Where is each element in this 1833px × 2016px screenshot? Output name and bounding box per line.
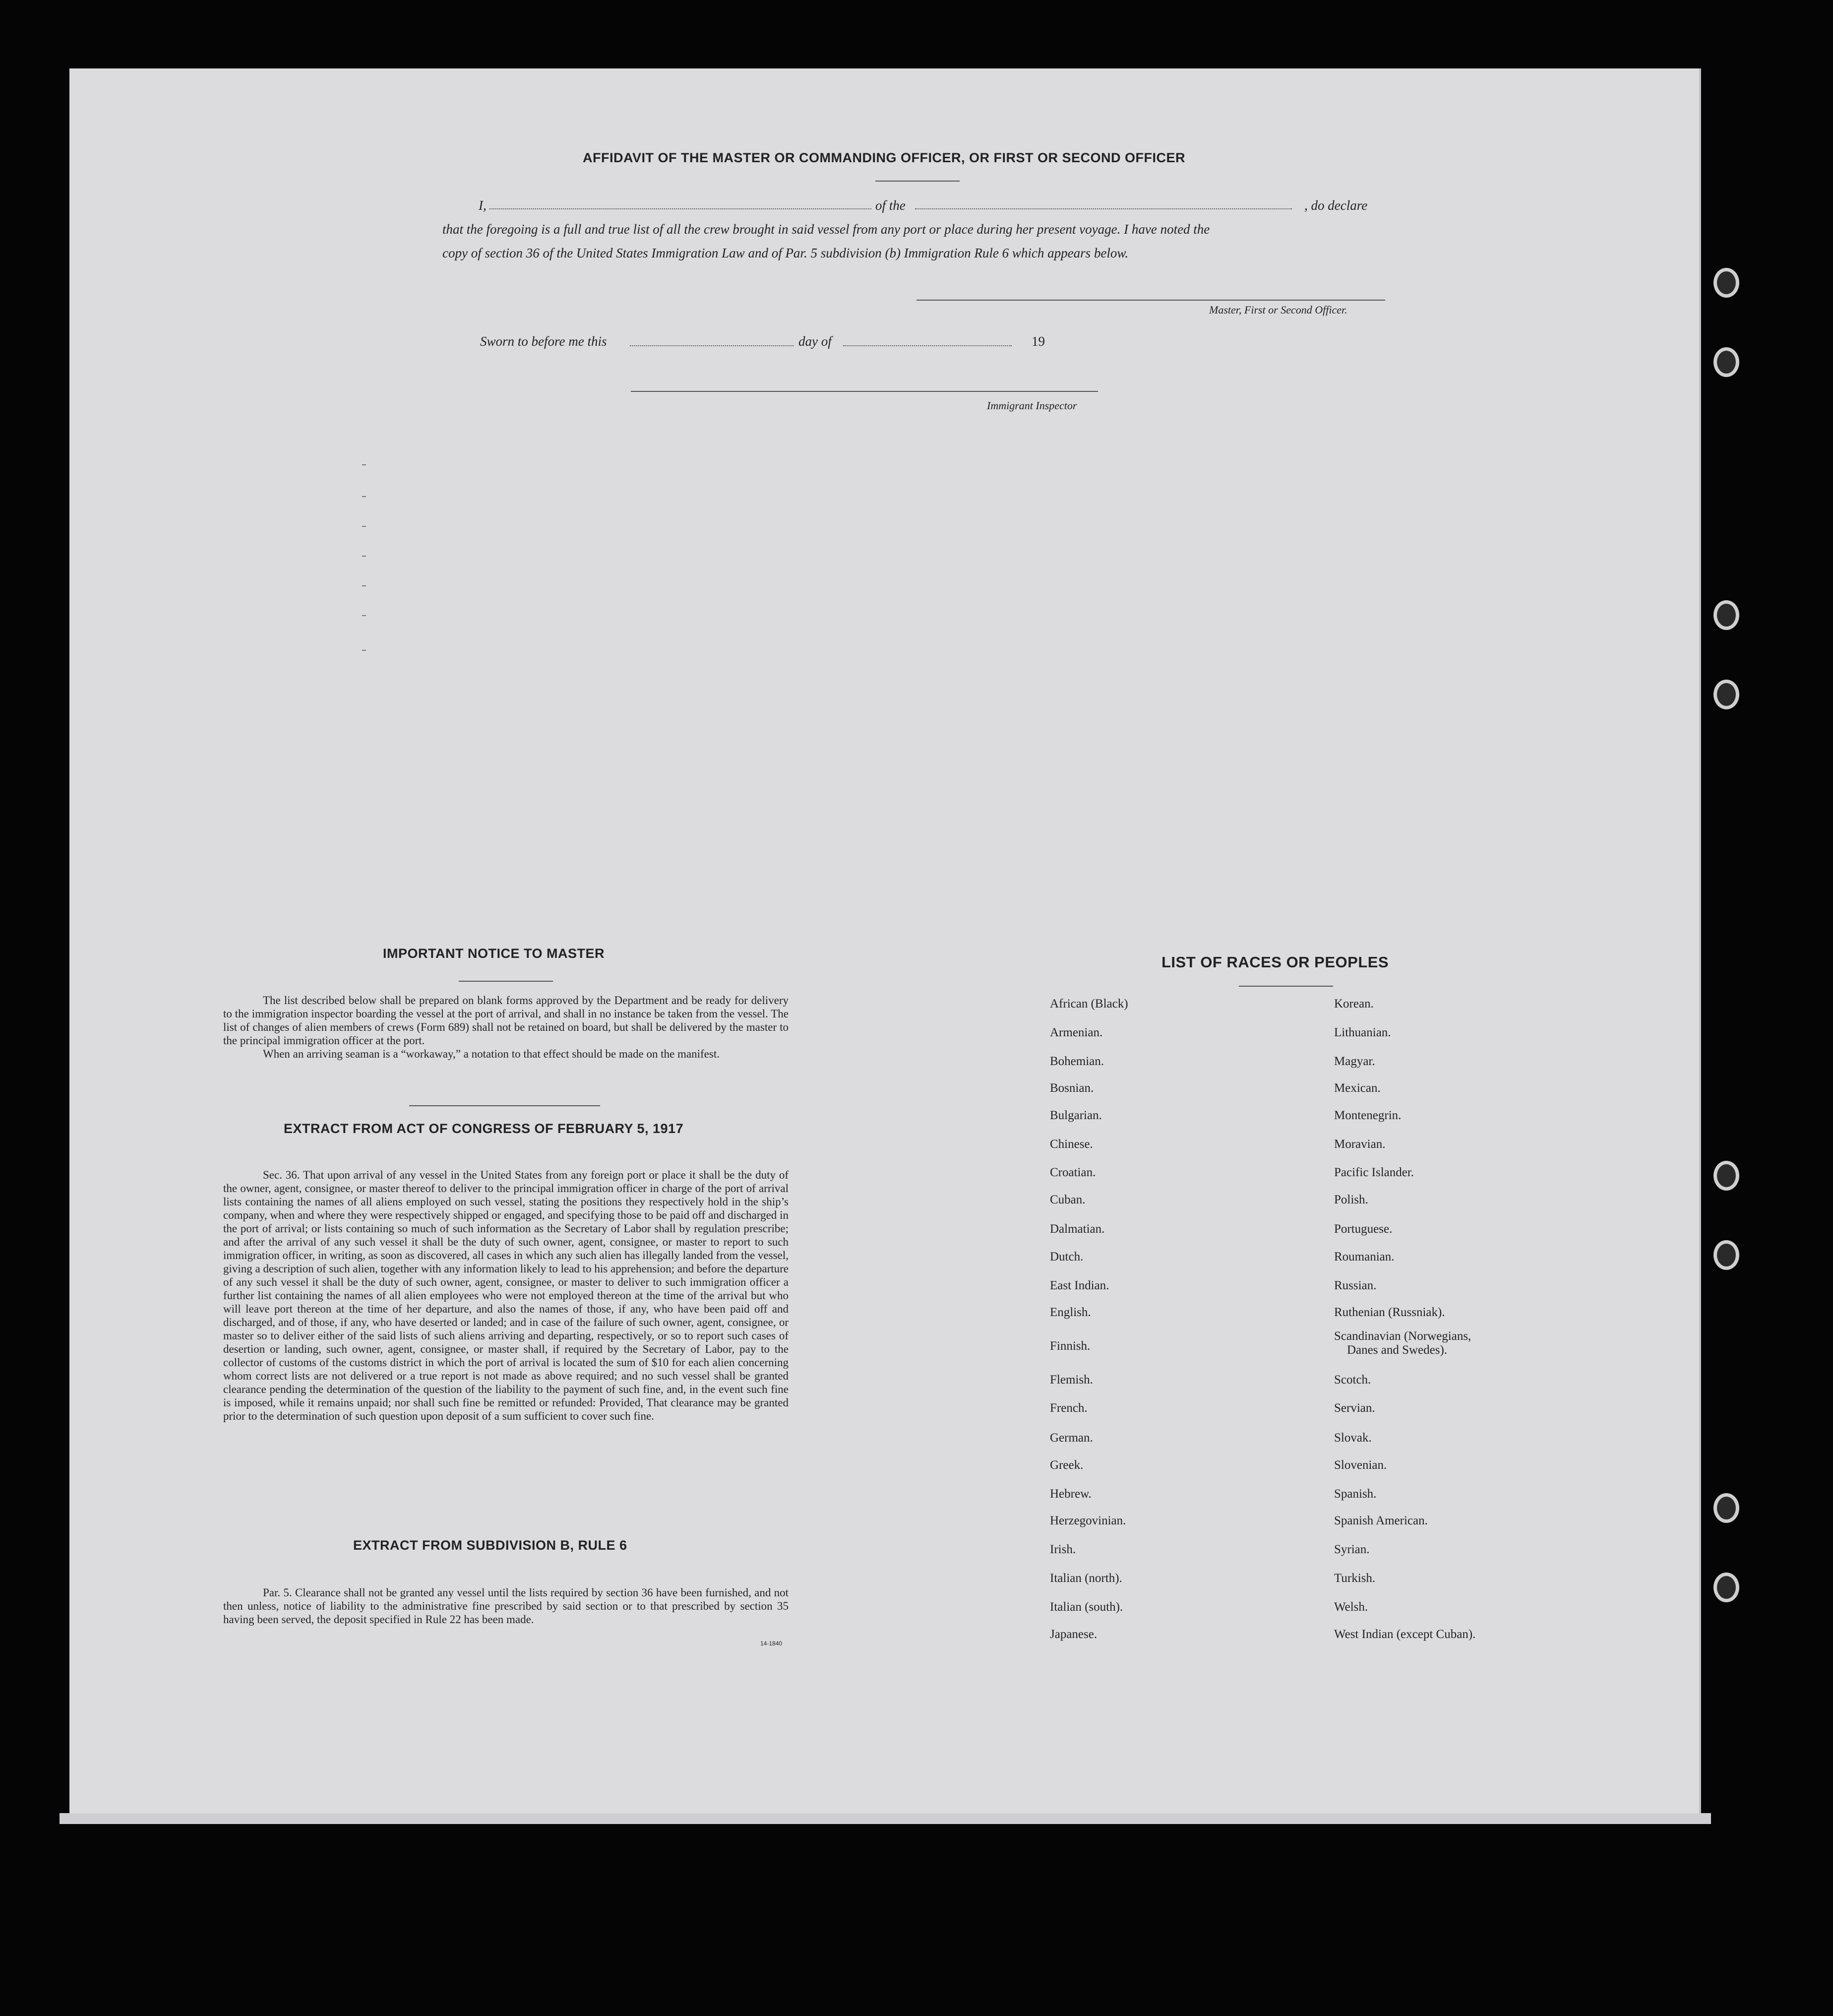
race-item: German. — [1050, 1431, 1093, 1445]
notice-title: IMPORTANT NOTICE TO MASTER — [383, 946, 605, 961]
name-field[interactable] — [489, 208, 871, 209]
punch-hole — [1713, 347, 1739, 377]
race-item: Bohemian. — [1050, 1055, 1104, 1068]
race-item: Finnish. — [1050, 1339, 1091, 1353]
race-item: Roumanian. — [1334, 1250, 1395, 1263]
punch-hole — [1713, 268, 1739, 298]
sworn-day-field[interactable] — [630, 345, 794, 346]
race-item: African (Black) — [1050, 997, 1128, 1010]
races-title: LIST OF RACES OR PEOPLES — [1161, 953, 1389, 971]
race-item: Herzegovinian. — [1050, 1514, 1126, 1527]
race-item: Spanish. — [1334, 1487, 1377, 1501]
affidavit-body-1: that the foregoing is a full and true list of all the crew brought in said vessel from any port or place during her present voyage. I have noted the — [442, 222, 1210, 237]
extract-act-text: Sec. 36. That upon arrival of any vessel in the United States from any foreign port or place it shall be the duty of the owner, agent, consignee, or master thereof to deliver to the principal immigration officer in charge of the port of arrival lists containing the names of all aliens employed on such vessel, stating the positions they respectively hold in the ship’s company, when and where they were respectively shipped or engaged, and specifying those to be paid off and discharged in the port of arrival; or lists containing so much of such information as the Secretary of Labor shall by regulation prescribe; and after the arrival of any such vessel it shall be the duty of such owner, agent, consignee, or master to report to such immigration officer, in writing, as soon as discovered, all cases in which any such alien has illegally landed from the vessel, giving a description of such alien, together with any information likely to lead to his apprehension; and before the departure of any such vessel it shall be the duty of such owner, agent, consignee, or master to deliver to such immigration officer a further list containing the names of all alien employees who were not employed thereon at the time of the arrival but who will leave port thereon at the time of her departure, and also the names of those, if any, who have been paid off and discharged, and of those, if any, who have deserted or landed; and in case of the failure of such owner, agent, consignee, or master so to deliver either of the said lists of such aliens arriving and departing, respectively, or so to report such cases of desertion or landing, such owner, agent, consignee, or master shall, if required by the Secretary of Labor, pay to the collector of customs of the customs district in which the port of arrival is located the sum of $10 for each alien concerning whom correct lists are not delivered or a true report is not made as above required; and no such vessel shall be granted clearance pending the determination of the question of the liability to the payment of such fine, and, in the event such fine is imposed, while it remains unpaid; nor shall such fine be remitted or refunded: Provided, That clearance may be granted prior to the determination of such question upon deposit of a sum sufficient to cover such fine. — [223, 1169, 789, 1422]
affidavit-line-1 — [479, 193, 1386, 217]
race-item: Lithuanian. — [1334, 1026, 1391, 1039]
race-item: Cuban. — [1050, 1193, 1086, 1206]
affidavit-title: AFFIDAVIT OF THE MASTER OR COMMANDING OFFICER, OR FIRST OR SECOND OFFICER — [583, 150, 1185, 165]
notice-paragraph-2: When an arriving seaman is a “workaway,” a notation to that effect should be made on the manifest. — [263, 1048, 720, 1060]
sworn-month-field[interactable] — [843, 345, 1012, 346]
race-item: Scotch. — [1334, 1373, 1371, 1386]
race-item: East Indian. — [1050, 1279, 1109, 1292]
race-item: Pacific Islander. — [1334, 1166, 1414, 1179]
race-item: Bosnian. — [1050, 1081, 1094, 1095]
margin-mark — [362, 615, 366, 616]
year-label: 19 — [1032, 334, 1045, 349]
punch-hole — [1713, 680, 1739, 709]
race-item: Montenegrin. — [1334, 1109, 1402, 1122]
vessel-field[interactable] — [915, 208, 1292, 209]
race-item: Dutch. — [1050, 1250, 1084, 1263]
extract-act-title: EXTRACT FROM ACT OF CONGRESS OF FEBRUARY 5, 1917 — [284, 1121, 684, 1136]
race-item: Polish. — [1334, 1193, 1368, 1206]
sworn-label: Sworn to before me this — [480, 334, 607, 349]
race-item: Slovak. — [1334, 1431, 1372, 1445]
race-item: Slovenian. — [1334, 1458, 1387, 1472]
inspector-caption: Immigrant Inspector — [987, 399, 1077, 412]
margin-mark — [362, 650, 366, 651]
punch-hole — [1713, 1240, 1739, 1270]
race-item: Syrian. — [1334, 1543, 1370, 1556]
race-item: Bulgarian. — [1050, 1109, 1102, 1122]
affidavit-body-2: copy of section 36 of the United States Immigration Law and of Par. 5 subdivision (b) Immigration Rule 6 which appears below. — [442, 246, 1129, 260]
sworn-line — [480, 329, 1075, 353]
punch-hole — [1713, 1573, 1739, 1602]
notice-separator — [409, 1105, 600, 1106]
margin-mark — [362, 526, 366, 527]
race-item: Japanese. — [1050, 1628, 1098, 1641]
punch-hole — [1713, 1161, 1739, 1191]
master-signature-caption: Master, First or Second Officer. — [1209, 304, 1347, 316]
margin-mark — [362, 556, 366, 557]
races-rule — [1239, 986, 1333, 987]
punch-hole — [1713, 600, 1739, 630]
race-item: Dalmatian. — [1050, 1222, 1105, 1236]
race-item: Portuguese. — [1334, 1222, 1393, 1236]
race-item: West Indian (except Cuban). — [1334, 1628, 1476, 1641]
margin-mark — [362, 496, 366, 497]
punch-hole — [1713, 1493, 1739, 1523]
margin-mark — [362, 464, 366, 465]
inspector-signature-line[interactable] — [631, 391, 1098, 392]
notice-text — [223, 994, 789, 1061]
race-item: Greek. — [1050, 1458, 1084, 1472]
race-item: Hebrew. — [1050, 1487, 1092, 1501]
of-the-label: of the — [875, 198, 906, 213]
race-item: Turkish. — [1334, 1572, 1376, 1585]
do-declare-label: , do declare — [1304, 198, 1368, 213]
form-number: 14-1840 — [760, 1640, 783, 1647]
margin-mark — [362, 585, 366, 586]
race-item: Moravian. — [1334, 1137, 1386, 1151]
race-item: Italian (south). — [1050, 1600, 1123, 1614]
i-label: I, — [479, 198, 487, 213]
race-item: Armenian. — [1050, 1026, 1103, 1039]
race-item: Italian (north). — [1050, 1572, 1122, 1585]
extract-rule-title: EXTRACT FROM SUBDIVISION B, RULE 6 — [353, 1538, 627, 1553]
race-item: Korean. — [1334, 997, 1374, 1010]
race-item: Croatian. — [1050, 1166, 1096, 1179]
extract-rule-text: Par. 5. Clearance shall not be granted any vessel until the lists required by section 36 have been furnished, and not then unless, notice of liability to the administrative fine prescribed by said section or to that prescribed by section 35 having been served, the deposit specified in Rule 22 has been made. — [223, 1586, 789, 1626]
page-edge — [60, 1813, 1711, 1824]
race-item: Servian. — [1334, 1401, 1375, 1415]
race-item: Chinese. — [1050, 1137, 1093, 1151]
race-item: Welsh. — [1334, 1600, 1368, 1614]
master-signature-line[interactable] — [916, 300, 1385, 301]
race-item: Spanish American. — [1334, 1514, 1428, 1527]
race-item: French. — [1050, 1401, 1088, 1415]
race-item: English. — [1050, 1306, 1091, 1319]
race-item: Scandinavian (Norwegians, — [1334, 1329, 1471, 1343]
race-item: Ruthenian (Russniak). — [1334, 1306, 1445, 1319]
race-item: Russian. — [1334, 1279, 1377, 1292]
race-item: Flemish. — [1050, 1373, 1093, 1386]
race-item: Mexican. — [1334, 1081, 1381, 1095]
day-of-label: day of — [798, 334, 832, 349]
notice-paragraph-1: The list described below shall be prepared on blank forms approved by the Department and be ready for delivery to the immigration inspector boarding the vessel at the port of arrival, and shall in no instance be taken from the vessel. The list of changes of alien members of crews (Form 689) shall not be retained on board, but shall be delivered by the master to the principal immigration officer at the port. — [223, 994, 789, 1047]
race-item: Magyar. — [1334, 1055, 1375, 1068]
title-rule — [875, 181, 960, 182]
notice-rule — [459, 981, 553, 982]
race-item: Irish. — [1050, 1543, 1076, 1556]
race-item-continuation: Danes and Swedes). — [1347, 1343, 1448, 1357]
